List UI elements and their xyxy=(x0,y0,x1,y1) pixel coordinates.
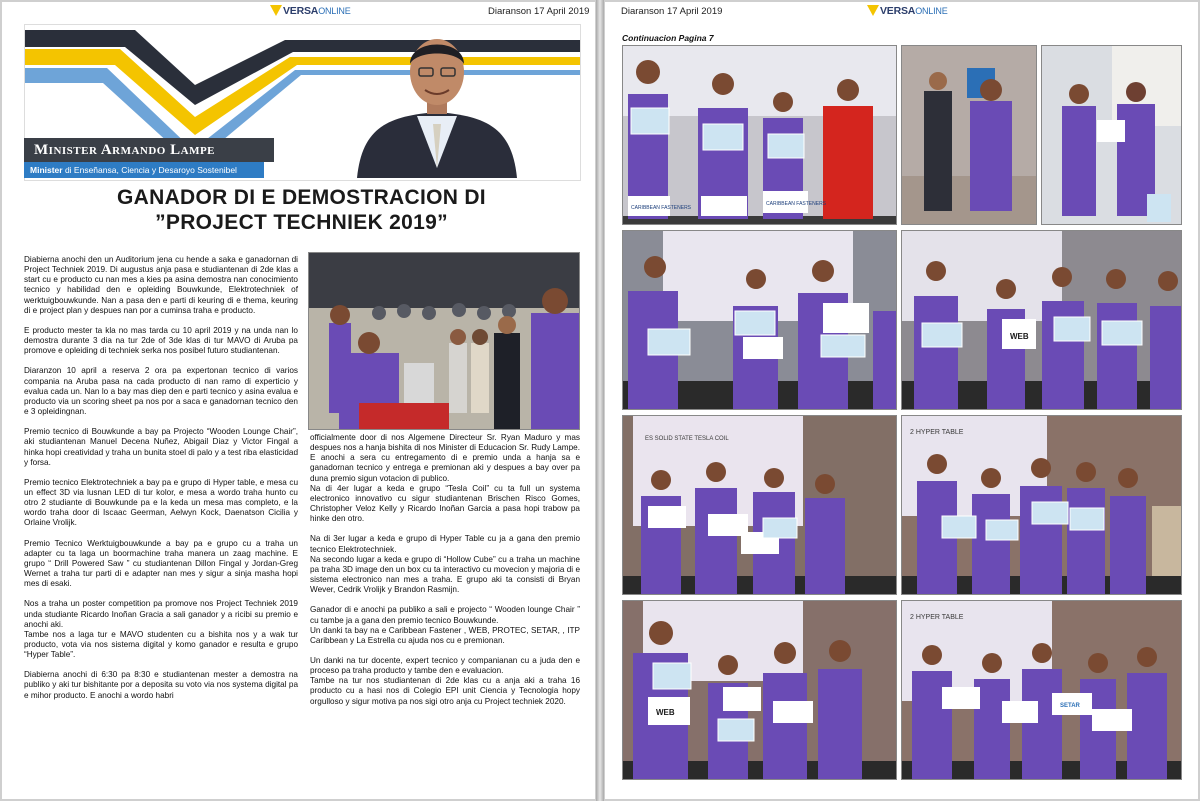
sign-text: WEB xyxy=(656,708,675,717)
versa-online-logo: VERSAONLINE xyxy=(867,5,948,17)
paragraph: Un danki na tur docente, expert tecnico y companianan cu a juda den e proceso pa traha producto y tambe den e evaluacion. Tambe na tur nos studiantenan di 2de klas cu a anja aki a traha 16 producto cu a hasi nos di Colegio EPI unit Ciencia y Tecnologia hopy orgulloso y sigur motiva pa nos sigi otro anja cu Project techniek 2020. xyxy=(310,655,580,706)
winners-photo-1 xyxy=(622,45,897,225)
paragraph: Nos a traha un poster competition pa promove nos Project Techniek 2019 unda studiante Ricardo Inoñan Gracia a sali ganador y a ricibi su premio e anochi aki. Tambe nos a laga tur e MAVO studenten cu a bishita nos y a wak tur producto, vota via nos sistema digital y komo ganador e resulta e grupo “Hyper Table”. xyxy=(24,599,298,660)
paragraph: Diabierna anochi den un Auditorium jena cu hende a saka e ganadornan di Project Techniek 2019. Di augustus anja pasa e studiantenan di 2de klas a start cu e producto cu nan mes a kies pa asina demostra nan conocimiento tecnico y habilidad den e opleiding Bouwkunde, Elektrotechniek of werktuigbouwkunde. Nan a pasa den e parti di keuring di e thema, keuring di e project plan y despues nan por a cuminsa traha e producto. xyxy=(24,255,298,315)
paragraph: Premio tecnico Elektrotechniek a bay pa e grupo di Hyper table, e mesa cu un effect 3D via lusnan LED di tur kolor, e mesa a wordo traha hunto cu otro 2 studiante di Bouwkunde pa e la keda un mesa mas completo, e la wordo traha door di Iscaac Geerman, Aelwyn Kock, Daenatson Cicilia y Orlaine Vrolijk. xyxy=(24,477,298,528)
winners-photo-6 xyxy=(622,415,897,595)
minister-role: Minister di Enseñansa, Ciencia y Desaroyo Sostenibel xyxy=(24,162,264,178)
paragraph: Diaranzon 10 april a reserva 2 ora pa expertonan tecnico di varios compania na Aruba pasa na cada producto di nan ramo di experticio y evalua cada un. Nan lo a bay mas diep den e parti tecnico y asina evalua e producto via un scoring sheet pa nos por a saca e ganadornan tecnico den e 3 opleidingnan. xyxy=(24,366,298,417)
right-page xyxy=(605,2,1198,799)
paragraph: Ganador di e anochi pa publiko a sali e projecto “ Wooden lounge Chair ” cu tambe ja a gana den premio tecnico Bouwkunde. Un danki ta bay na e Caribbean Fastener , WEB, PROTEC, SETAR, , ITP Caribbean y La Estrella cu ajuda nos cu e premionan. xyxy=(310,605,580,645)
winners-photo-5 xyxy=(901,230,1182,410)
winners-photo-3 xyxy=(1041,45,1182,225)
winners-photo-4 xyxy=(622,230,897,410)
page-headline: GANADOR DI E DEMOSTRACION DI ”PROJECT TECHNIEK 2019” xyxy=(117,186,486,234)
winners-photo-9 xyxy=(901,600,1182,780)
slide-title: ES SOLID STATE TESLA COIL xyxy=(645,436,729,442)
winners-photo-2 xyxy=(901,45,1037,225)
slide-title: 2 HYPER TABLE xyxy=(910,429,964,436)
exhibition-photo xyxy=(308,252,580,430)
minister-name: Minister Armando Lampe xyxy=(24,138,274,162)
paragraph: Diabierna anochi di 6:30 pa 8:30 e studiantenan mester a demostra na publiko y aki tur bishitante por a deposita su voto via nos systema digital pa e mihor producto. E anochi a wordo habri xyxy=(24,670,298,700)
paragraph: officialmente door di nos Algemene Directeur Sr. Ryan Maduro y mas despues nos a hanja bishita di nos Minister di Educacion Sr. Rudy Lampe. E anochi a sera cu entregamento di e premio unda a hanja sa e ganadornan tecnico y entrega e premionan aki y despues a bay over pa duna premio sigun votacion di publico. Na di 4er lugar a keda e grupo “Tesla Coil” cu ta full un systema electronico innovativo cu sigur studiantenan Brischen Risco Gomes, Christopher Veloz Kelly y Ricardo Inoñan Garcia a pasa hopi trabow pa hinke den otro. xyxy=(310,433,580,524)
paragraph: E producto mester ta kla no mas tarda cu 10 april 2019 y na unda nan lo demostra durante 3 dia na tur 2de of 3de klas di tur MAVO di Aruba pa promove e opleiding di techniek serka nos posibel futuro studiantenan. xyxy=(24,325,298,356)
paragraph: Premio tecnico di Bouwkunde a bay pa Projecto “Wooden Lounge Chair”, aki studiantenan Manuel Decena Nuñez, Abigail Diaz y Victor Fingal a hinka hopi creatividad y traha un bunita stoel di palo y a test riba elasticidad y forsa. xyxy=(24,427,298,467)
paragraph: Na di 3er lugar a keda e grupo di Hyper Table cu ja a gana den premio tecnico Elektrotechniek. Na secondo lugar a keda e grupo di “Hollow Cube” cu a traha un machine pa traha 3D image den un box cu ta interactivo cu movecion y majoria di e sistema electronico nan mes a traha. E grupo aki ta consisti di Bryan Wever, Cedrik Vrolijk y Brandon Rasmijn. xyxy=(310,534,580,595)
page-date: Diaranson 17 April 2019 xyxy=(488,6,590,17)
sign-text: CARIBBEAN FASTENERS xyxy=(631,205,692,211)
versa-online-logo: VERSAONLINE xyxy=(270,5,351,17)
page-spine xyxy=(596,0,604,801)
article-column-2 xyxy=(310,433,580,717)
winners-photo-8 xyxy=(622,600,897,780)
versa-logo-icon xyxy=(867,5,879,16)
winners-photo-7 xyxy=(901,415,1182,595)
continuation-label: Continuacion Pagina 7 xyxy=(622,33,714,43)
sign-text: WEB xyxy=(1010,332,1029,341)
sign-text: CARIBBEAN FASTENERS xyxy=(766,201,827,207)
slide-title: 2 HYPER TABLE xyxy=(910,614,964,621)
minister-portrait xyxy=(347,28,527,178)
article-column-1 xyxy=(24,255,298,711)
page-date: Diaranson 17 April 2019 xyxy=(621,6,723,17)
versa-logo-icon xyxy=(270,5,282,16)
left-page xyxy=(2,2,595,799)
sign-text: SETAR xyxy=(1060,703,1080,709)
paragraph: Premio Tecnico Werktuigbouwkunde a bay pa e grupo cu a traha un adapter cu ta laga un boormachine traha manera un zaag machine. E grupo “ Drill Powered Saw ” cu studiantenan Dillon Fingal y Jordan-Greg Wernet a traha tur parti di e adapter nan mes y sigur a sinja masha hopi mes di esaki. xyxy=(24,538,298,589)
